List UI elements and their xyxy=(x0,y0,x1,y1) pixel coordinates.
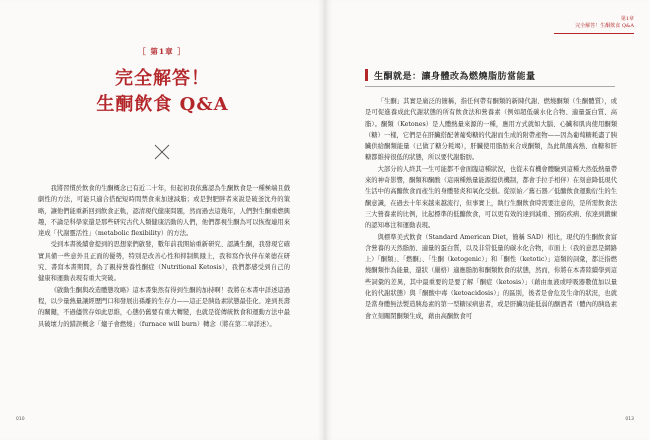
left-page-number: 010 xyxy=(16,417,25,422)
running-head-title: 完全解答！生酮飲食 Q&A xyxy=(575,23,634,29)
chapter-title-line2: 生酮飲食 Q&A xyxy=(96,94,229,115)
running-head-rule xyxy=(554,33,634,34)
right-paragraph-3: 與標準美式飲食（Standard American Diet，簡稱 SAD）相比，現代的生酮飲食富含營養的天然脂肪、適量的蛋白質，以及非常低量的碳水化合物，市面上（我的意思是網路上）「酮類」、「燃酮」、「生酮（ketogenic）」和「酮性（ketotic）」這類的詞彙，都泛指燃燒酮類作為能量，還狀（嚴格）適應脂肪和酮類飲食的狀態，然而，你將在本書陸續學到這些詞彙的差異，其中最重要的是要了解「酮症（ketosis）」（藉由血液或呼吸器數值加以量化的代謝狀態）與「酮酸中毒（ketoacidosis）」的區別，後者是會危及生命的狀況，也就是當身體無法製造胰島素的第一型糖尿病患者，或是肝臟功能低弱的酗酒者（體內的胰島素會立刻關閉酮類生成，藉由高酮飲食可 xyxy=(365,233,617,320)
left-body-text xyxy=(38,183,290,330)
section-heading xyxy=(365,66,615,84)
chapter-title-line1: 完全解答！ xyxy=(115,68,210,89)
right-paragraph-2: 大部分的人終其一生可能都不會面臨這種狀況，也從未有機會體驗到這種大然低熱量帶來的神奇影響，酮類和酮酸（這兩種熱量能源提供機制，都會手拉手相伴）在刻意降低現代生活中的高醣飲食而產生的身體發炎和氧化受損。從原始／舊石器／低醣飲食運動衍生的生酮意識，在過去十年來越來越流行，但事實上，執行生酮飲食時需要注意的，是所需飲食法三大營養素的比例，比起標準的低醣飲食，可以更有效的達到減重、預防疾病、依達到鍛練的認知專注和運動表現。 xyxy=(365,165,617,230)
left-paragraph-1: 我將習慣於飲食的生酮概念已有近二十年，但起初我依舊認為生酮飲食是一種極端且戲劇性的方法，可能只適合搭配短時間禁食來加速減脂；或是對肥胖者來說是破釜沈舟的策略，讓他們能重新回到飲食正軌，認清現代健康問題，然而過去這幾年，人們對生酮重燃興趣，不論是科學家還是那些研究古代人類健康活動的人們，他們都視生酮為可以恢復連用來達成「代謝靈活性」（metabolic flexibility）的方法。 xyxy=(38,185,290,238)
right-paragraph-1: 「生酮」其實是廣泛的簡稱，指任何帶有酮類的新陳代謝、燃燒酮類（生酮體質），或是可促進養成此代謝狀態的所有飲食法和營養素（例如超低碳水化合物、適量蛋白質、高脂）。酮類（Ketones）是人體熱量來源的一種，應用方式就如大腦、心臟和肌肉使用酮類（糖）一樣，它們是在肝臟搭配著葡萄糖的代謝而生成的附帶產物——因為葡萄糖耗盡了胰臟供給酮類能量（已做了糖分耗竭），肝臟使用脂肪來合成酮類，為此飢餓高熱、血糖和肝糖都維持很低的狀態，所以要代謝脂肪。 xyxy=(365,98,617,162)
right-page xyxy=(325,0,650,440)
running-head xyxy=(575,16,634,30)
left-paragraph-3: 《啟動生酮與改造體態攻略》這本書集然有得到生酮的加持啊！我將在本書中詳述這過程，以少量熱量讓經歷門口和發展出孫離的生存力——這正是胰島素狀態最佳化、達到長壽的關鍵，不過儘管存如此思維，心態仍舊要有重大轉變，也就是從傳統飲食和運動方法中最具破壞力的錯誤概念「爐子會燃燒」（furnace will burn）轉念（將在第二章詳述）。 xyxy=(38,286,290,328)
section-heading-bar xyxy=(365,69,368,81)
chapter-title xyxy=(40,66,285,118)
left-paragraph-2: 受到本書後續會提到的思想家們啟發，數年前我開始重新研究、認識生酮，我發現它確實具備一些意外且正面的優勢，特別是改善心性和抑制飢餓上，我和寫作伙伴布萊德在研究、書寫本書期間，為了親持營養性酮症（Nutritional Ketosis），我們都感受到自己的健康和運動表現有重大突破。 xyxy=(38,241,290,283)
right-body-text xyxy=(365,96,617,322)
section-heading-text: 生酮就是：讓身體改為燃燒脂肪當能量 xyxy=(374,71,536,82)
section-rule xyxy=(365,86,615,87)
chapter-label: ［ 第1章 ］ xyxy=(138,47,186,56)
running-head-chapter: 第1章 xyxy=(620,16,634,22)
cross-ornament-icon xyxy=(153,143,171,161)
right-page-number: 013 xyxy=(625,417,634,422)
